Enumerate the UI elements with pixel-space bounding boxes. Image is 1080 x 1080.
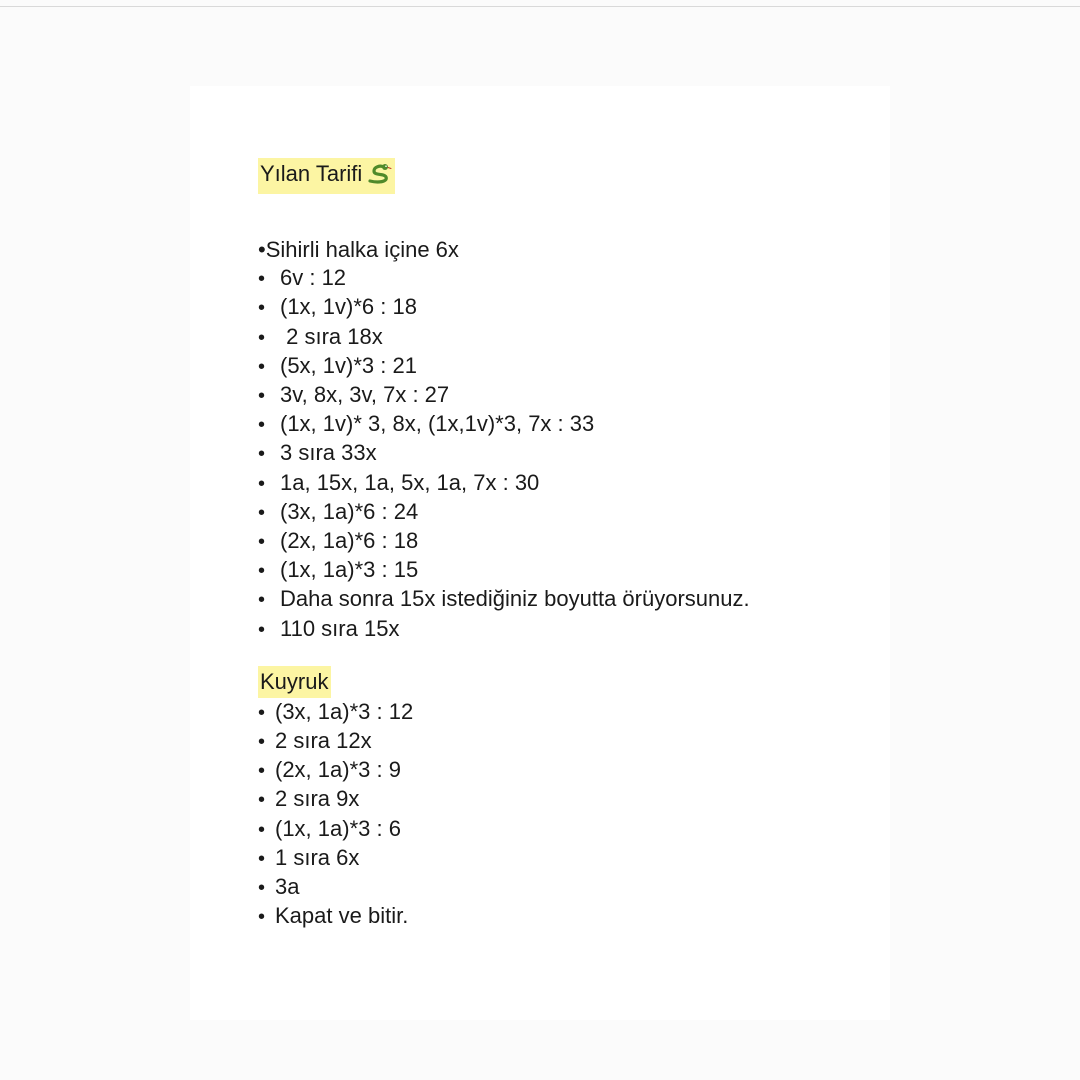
step-text: (1x, 1v)* 3, 8x, (1x,1v)*3, 7x : 33 bbox=[280, 411, 595, 437]
list-item bbox=[258, 844, 878, 873]
bullet-icon: • bbox=[258, 560, 266, 583]
list-item bbox=[258, 236, 878, 264]
recipe-steps-list bbox=[258, 236, 878, 644]
step-text: •Sihirli halka içine 6x bbox=[258, 237, 459, 262]
step-text: 110 sıra 15x bbox=[280, 615, 400, 641]
bullet-icon: • bbox=[258, 701, 266, 724]
list-item bbox=[258, 323, 878, 352]
step-text: 6v : 12 bbox=[280, 265, 347, 291]
bullet-icon: • bbox=[258, 414, 266, 437]
list-item bbox=[258, 873, 878, 902]
step-text: 3a bbox=[275, 874, 300, 900]
recipe-steps-section bbox=[258, 236, 878, 644]
step-text: (2x, 1a)*6 : 18 bbox=[280, 528, 419, 554]
recipe-title bbox=[258, 158, 395, 194]
step-text: Daha sonra 15x istediğiniz boyutta örüyorsunuz. bbox=[280, 586, 750, 612]
bullet-icon: • bbox=[258, 326, 266, 349]
step-text: (5x, 1v)*3 : 21 bbox=[280, 352, 417, 378]
bullet-icon: • bbox=[258, 877, 266, 900]
bullet-icon: • bbox=[258, 731, 266, 754]
bullet-icon: • bbox=[258, 847, 266, 870]
step-text: (1x, 1a)*3 : 15 bbox=[280, 557, 419, 583]
step-text: 2 sıra 18x bbox=[280, 323, 383, 349]
tail-steps-list bbox=[258, 698, 878, 932]
tail-section bbox=[258, 666, 878, 932]
bullet-icon: • bbox=[258, 589, 266, 612]
step-text: Kapat ve bitir. bbox=[275, 903, 409, 929]
bullet-icon: • bbox=[258, 268, 266, 291]
step-text: (3x, 1a)*6 : 24 bbox=[280, 498, 419, 524]
step-text: (1x, 1v)*6 : 18 bbox=[280, 294, 417, 320]
bullet-icon: • bbox=[258, 355, 266, 378]
list-item bbox=[258, 727, 878, 756]
list-item bbox=[258, 556, 878, 585]
bullet-icon: • bbox=[258, 760, 266, 783]
bullet-icon: • bbox=[258, 385, 266, 408]
bullet-icon: • bbox=[258, 472, 266, 495]
list-item bbox=[258, 698, 878, 727]
list-item bbox=[258, 469, 878, 498]
tail-title: Kuyruk bbox=[258, 666, 331, 698]
list-item bbox=[258, 498, 878, 527]
step-text: (1x, 1a)*3 : 6 bbox=[275, 815, 401, 841]
list-item bbox=[258, 785, 878, 814]
recipe-title-text: Yılan Tarifi bbox=[260, 161, 363, 186]
bullet-icon: • bbox=[258, 501, 266, 524]
step-text: 1a, 15x, 1a, 5x, 1a, 7x : 30 bbox=[280, 469, 540, 495]
list-item bbox=[258, 585, 878, 614]
step-text: 2 sıra 9x bbox=[275, 786, 360, 812]
bullet-icon: • bbox=[258, 443, 266, 466]
step-text: 2 sıra 12x bbox=[275, 728, 372, 754]
list-item bbox=[258, 293, 878, 322]
step-text: 3v, 8x, 3v, 7x : 27 bbox=[280, 382, 450, 408]
bullet-icon: • bbox=[258, 906, 266, 929]
bullet-icon: • bbox=[258, 297, 266, 320]
list-item bbox=[258, 381, 878, 410]
list-item bbox=[258, 439, 878, 468]
list-item bbox=[258, 410, 878, 439]
bullet-icon: • bbox=[258, 531, 266, 554]
list-item bbox=[258, 352, 878, 381]
step-text: 3 sıra 33x bbox=[280, 440, 377, 466]
recipe-content bbox=[258, 158, 878, 931]
list-item bbox=[258, 756, 878, 785]
bullet-icon: • bbox=[258, 618, 266, 641]
snake-icon bbox=[366, 161, 392, 192]
list-item bbox=[258, 815, 878, 844]
list-item bbox=[258, 527, 878, 556]
bullet-icon: • bbox=[258, 818, 266, 841]
list-item bbox=[258, 615, 878, 644]
step-text: (3x, 1a)*3 : 12 bbox=[275, 698, 414, 724]
list-item bbox=[258, 264, 878, 293]
step-text: (2x, 1a)*3 : 9 bbox=[275, 757, 401, 783]
step-text: 1 sıra 6x bbox=[275, 844, 360, 870]
list-item bbox=[258, 902, 878, 931]
top-divider bbox=[0, 6, 1080, 7]
bullet-icon: • bbox=[258, 789, 266, 812]
